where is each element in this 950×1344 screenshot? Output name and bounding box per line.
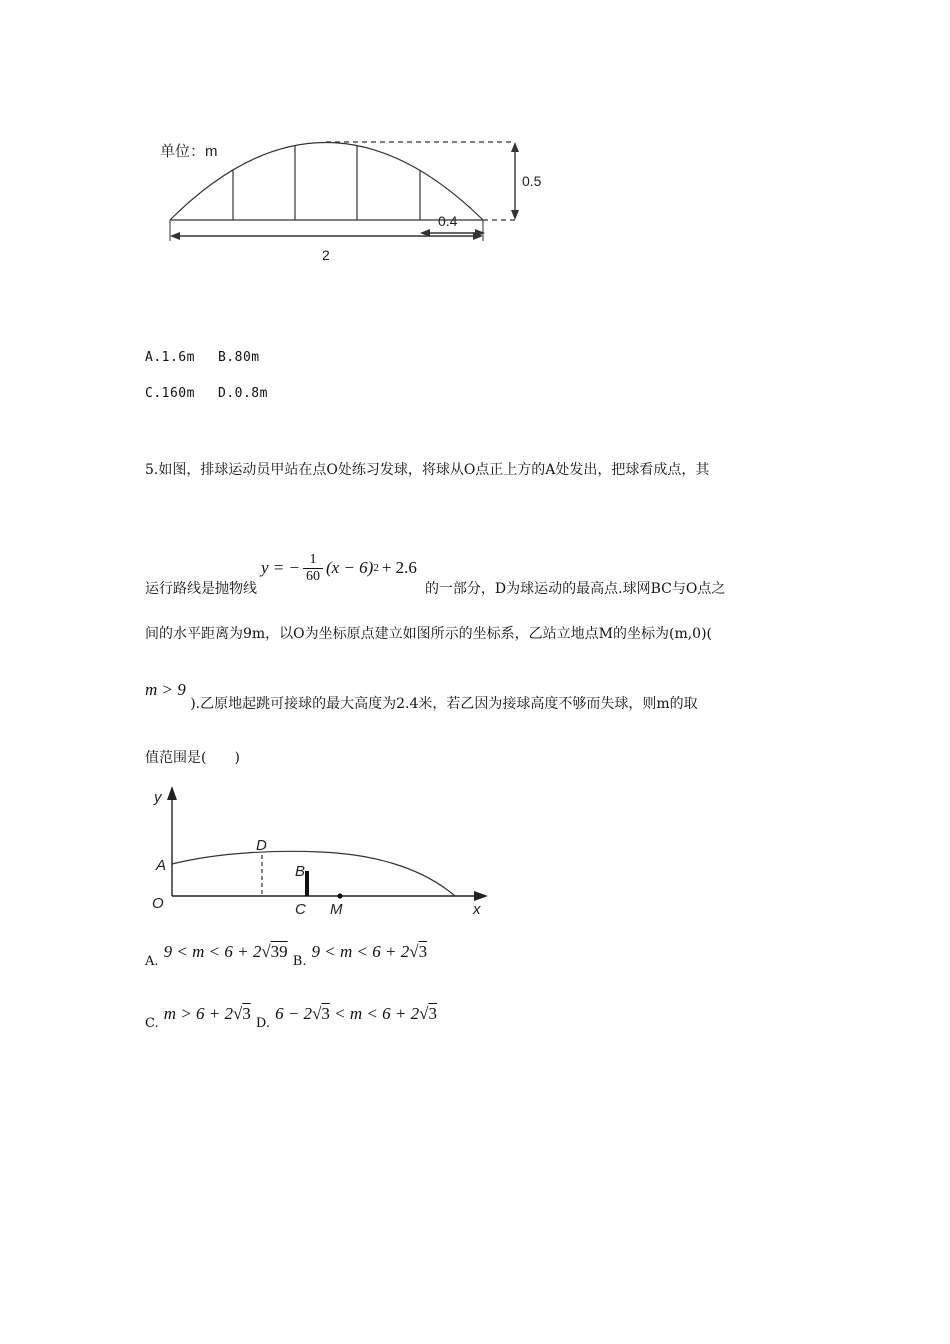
- q4-option-d: D.0.8m: [218, 386, 268, 401]
- arch-figure: [150, 130, 570, 270]
- q5-option-c-math: [164, 1004, 251, 1023]
- q5-option-c-letter: C.: [145, 1016, 159, 1031]
- fraction-numerator: 1: [303, 552, 323, 569]
- q5-option-d-radicand-1: 3: [321, 1004, 330, 1023]
- q4-option-c: C.160m: [145, 386, 195, 401]
- sqrt-symbol: √: [261, 942, 271, 961]
- x-axis-arrow: [474, 891, 488, 901]
- fraction-denominator: 60: [306, 568, 320, 584]
- parabola-equation: [261, 552, 417, 585]
- equation-tail: + 2.6: [381, 558, 417, 577]
- q5-option-b-letter: B.: [292, 954, 307, 969]
- gap-label: 0.4: [438, 213, 458, 229]
- equation-exponent: 2: [373, 562, 379, 574]
- label-c: C: [295, 901, 306, 918]
- label-x: x: [473, 901, 481, 918]
- ball-trajectory: [172, 851, 455, 896]
- sqrt-symbol: √: [312, 1004, 322, 1023]
- q5-line-4-suffix: ).乙原地起跳可接球的最大高度为2.4米，若乙因为接球高度不够而失球，则m的取: [190, 696, 698, 712]
- height-arrow-top: [511, 142, 519, 152]
- sqrt-symbol: √: [232, 1004, 243, 1023]
- q5-line-2-prefix: 运行路线是抛物线: [145, 581, 257, 597]
- height-label: 0.5: [522, 173, 542, 189]
- height-arrow-bottom: [511, 210, 519, 220]
- trajectory-figure: [140, 780, 500, 920]
- sqrt-symbol: √: [419, 1004, 429, 1023]
- q5-option-a-expr: 9 < m < 6 + 2: [163, 942, 262, 961]
- q5-line-2: [145, 540, 725, 598]
- q4-option-b: B.80m: [218, 350, 260, 365]
- q4-option-a: A.1.6m: [145, 350, 195, 365]
- label-b: B: [295, 863, 306, 880]
- sqrt-symbol: √: [409, 942, 419, 961]
- y-axis-arrow: [167, 786, 177, 800]
- net-bc: [305, 871, 309, 896]
- q5-option-d-expr-1: 6 − 2: [275, 1004, 313, 1023]
- q5-option-b-radicand: 3: [418, 942, 428, 961]
- equation-rhs: (x − 6): [326, 558, 374, 577]
- q5-option-c-radicand: 3: [242, 1004, 251, 1023]
- q5-line-1: 5.如图，排球运动员甲站在点O处练习发球，将球从O点正上方的A处发出，把球看成点，其: [145, 462, 710, 478]
- point-m: [337, 893, 342, 898]
- q5-option-a-letter: A.: [145, 954, 159, 969]
- q5-options-row-2: [145, 1004, 437, 1031]
- q5-option-d-radicand-2: 3: [428, 1004, 437, 1023]
- q5-option-b-math: [312, 942, 428, 961]
- q5-options-row-1: [145, 942, 428, 969]
- q5-option-b-expr: 9 < m < 6 + 2: [311, 942, 410, 961]
- label-o: O: [152, 895, 164, 912]
- q5-line-2-suffix: 的一部分，D为球运动的最高点.球网BC与O点之: [424, 581, 726, 597]
- equation-lhs: y = −: [261, 558, 300, 577]
- label-y: y: [154, 789, 162, 806]
- label-a: A: [156, 857, 167, 874]
- condition-m: m > 9: [145, 680, 186, 699]
- width-label: 2: [322, 247, 330, 263]
- q5-option-d-math: [275, 1004, 437, 1023]
- equation-fraction: [303, 552, 323, 585]
- width-arrow-left: [170, 232, 180, 240]
- q5-line-5: 值范围是( ): [145, 750, 240, 766]
- label-m: M: [330, 901, 343, 918]
- unit-label: 单位：m: [160, 143, 218, 160]
- q5-line-4: [145, 680, 698, 712]
- q5-option-a-radicand: 39: [270, 942, 288, 961]
- q5-line-3: 间的水平距离为9m，以O为坐标原点建立如图所示的坐标系，乙站立地点M的坐标为(m,0)(: [145, 626, 713, 642]
- q5-option-d-expr-2: < m < 6 + 2: [329, 1004, 420, 1023]
- q5-option-d-letter: D.: [255, 1016, 270, 1031]
- label-d: D: [256, 837, 267, 854]
- q5-option-c-expr: m > 6 + 2: [163, 1004, 233, 1023]
- q5-option-a-math: [164, 942, 288, 961]
